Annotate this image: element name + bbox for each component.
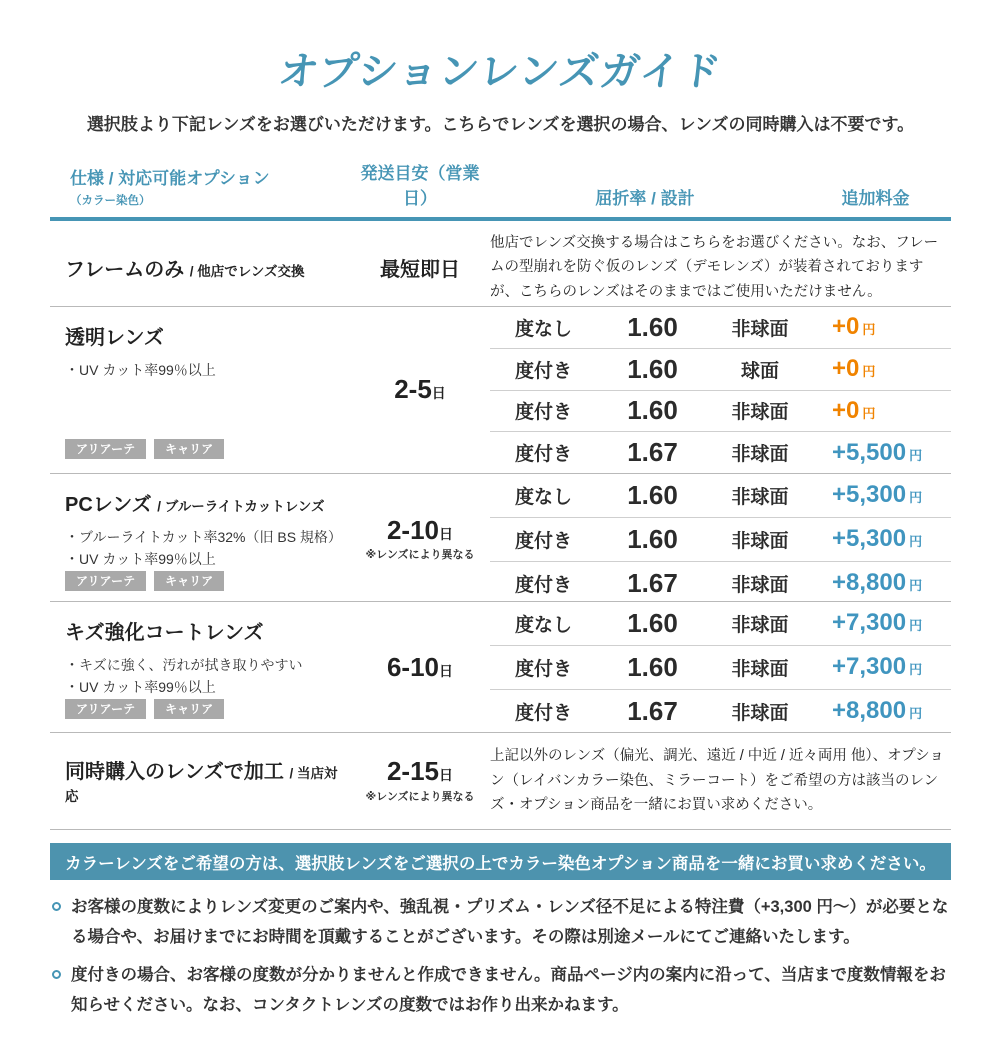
lens-option-row <box>490 602 951 645</box>
header-price: 追加料金 <box>841 189 910 208</box>
page-title: オプションレンズガイド <box>276 50 724 94</box>
badge-career: キャリア <box>154 439 224 459</box>
lens-option-row <box>490 645 951 689</box>
header-index-design: 屈折率 / 設計 <box>595 189 695 208</box>
lens-design: 球面 <box>740 360 779 382</box>
lens-design: 非球面 <box>731 444 789 466</box>
row-description: 上記以外のレンズ（偏光、調光、遠近 / 中近 / 近々両用 他）、オプション（レイバンカラー染色、ミラーコート）をご希望の方は該当のレンズ・オプション商品を一緒にお買い求めください。 <box>490 748 944 814</box>
lens-feature: ・ブルーライトカット率32%（旧 BS 規格） <box>65 529 342 545</box>
badge-career: キャリア <box>154 571 224 591</box>
note-item <box>50 893 951 952</box>
power-type: 度付き <box>515 574 573 596</box>
additional-price: +0 円 <box>832 355 876 383</box>
row-copurchase-lens <box>50 733 951 830</box>
refractive-index: 1.60 <box>627 395 678 426</box>
row-clear-lens <box>50 307 951 474</box>
additional-price: +8,800 円 <box>832 697 923 725</box>
power-type: 度付き <box>515 702 573 724</box>
additional-price: +5,300 円 <box>832 525 923 553</box>
lens-option-row <box>490 348 951 390</box>
lens-type-subtitle: / 当店対応 <box>65 766 338 804</box>
badge-ariate: アリアーテ <box>65 699 146 719</box>
power-type: 度付き <box>515 444 573 466</box>
lens-design: 非球面 <box>731 614 789 636</box>
additional-price: +0 円 <box>832 396 876 424</box>
shipping-estimate: 2-10日 ※レンズにより異なる <box>365 514 475 562</box>
additional-price: +0 円 <box>832 313 876 341</box>
header-shipping: 発送目安（営業日） <box>360 164 480 208</box>
lens-design: 非球面 <box>731 702 789 724</box>
refractive-index: 1.67 <box>627 695 678 726</box>
circle-bullet-icon <box>52 970 61 979</box>
lens-design: 非球面 <box>731 486 789 508</box>
lens-feature: ・キズに強く、汚れが拭き取りやすい <box>65 657 303 673</box>
lens-design: 非球面 <box>731 318 789 340</box>
lens-feature: ・UV カット率99％以上 <box>65 551 216 568</box>
color-lens-banner <box>50 843 951 880</box>
power-type: 度なし <box>515 614 573 636</box>
lens-design: 非球面 <box>731 574 789 596</box>
badge-ariate: アリアーテ <box>65 439 146 459</box>
lens-feature: ・UV カット率99％以上 <box>65 362 216 378</box>
row-frame-only <box>50 221 951 307</box>
shipping-estimate: 6-10日 <box>386 651 454 682</box>
row-scratch-coat-lens <box>50 602 951 733</box>
power-type: 度付き <box>515 360 573 382</box>
footnotes <box>50 893 951 1021</box>
shipping-estimate: 2-5日 <box>394 374 446 405</box>
refractive-index: 1.67 <box>627 567 678 598</box>
refractive-index: 1.67 <box>627 437 678 468</box>
refractive-index: 1.60 <box>627 607 678 638</box>
shipping-estimate: 2-15日 ※レンズにより異なる <box>365 756 475 803</box>
power-type: 度なし <box>515 486 573 508</box>
lens-type-subtitle: / 他店でレンズ交換 <box>189 264 305 280</box>
refractive-index: 1.60 <box>627 523 678 554</box>
header-spec-sub: （カラー染色） <box>70 195 151 207</box>
lens-type-title: 同時購入のレンズで加工 / 当店対応 <box>65 761 338 804</box>
lens-option-row <box>490 561 951 605</box>
lens-option-row <box>490 689 951 733</box>
lens-type-subtitle: / ブルーライトカットレンズ <box>157 499 325 514</box>
lens-design: 非球面 <box>731 402 789 424</box>
badge-career: キャリア <box>154 699 224 719</box>
banner-text: カラーレンズをご希望の方は、選択肢レンズをご選択の上でカラー染色オプション商品を一緒にお買い求めください。 <box>65 854 936 873</box>
note-text: お客様の度数によりレンズ変更のご案内や、強乱視・プリズム・レンズ径不足による特注費（+3,300 円～）が必要となる場合や、お届けまでにお時間を頂戴することがございます。その際は別途メールにてご連絡いたします。 <box>71 898 949 946</box>
additional-price: +5,500 円 <box>832 438 923 466</box>
note-text: 度付きの場合、お客様の度数が分かりませんと作成できません。商品ページ内の案内に沿って、当店まで度数情報をお知らせください。なお、コンタクトレンズの度数ではお作り出来かねます。 <box>71 966 946 1015</box>
table-header-row <box>50 159 951 209</box>
row-pc-lens <box>50 474 951 602</box>
note-item <box>50 961 951 1020</box>
lens-feature: ・UV カット率99％以上 <box>65 679 216 696</box>
circle-bullet-icon <box>52 902 61 911</box>
lens-type-title: PCレンズ / ブルーライトカットレンズ <box>65 494 325 516</box>
refractive-index: 1.60 <box>627 353 678 384</box>
lens-design: 非球面 <box>731 658 789 680</box>
additional-price: +7,300 円 <box>832 653 923 681</box>
row-description: 他店でレンズ交換する場合はこちらをお選びください。なお、フレームの型崩れを防ぐ仮のレンズ（デモレンズ）が装着されておりますが、こちらのレンズはそのままではご使用いただけません。 <box>490 235 939 300</box>
badge-ariate: アリアーテ <box>65 571 146 591</box>
lens-design: 非球面 <box>731 530 789 552</box>
shipping-note: ※レンズにより異なる <box>365 549 475 562</box>
additional-price: +7,300 円 <box>832 609 923 637</box>
lens-option-row <box>490 517 951 561</box>
shipping-estimate: 最短即日 <box>380 259 460 282</box>
lens-type-title: 透明レンズ <box>65 327 164 349</box>
power-type: 度付き <box>515 658 573 680</box>
power-type: 度なし <box>515 318 573 340</box>
lens-option-row <box>490 390 951 432</box>
refractive-index: 1.60 <box>627 651 678 682</box>
page-subtitle: 選択肢より下記レンズをお選びいただけます。こちらでレンズを選択の場合、レンズの同時購入は不要です。 <box>86 115 915 134</box>
lens-option-row <box>490 431 951 473</box>
additional-price: +8,800 円 <box>832 569 923 597</box>
lens-option-row <box>490 474 951 517</box>
lens-option-row <box>490 307 951 348</box>
additional-price: +5,300 円 <box>832 481 923 509</box>
refractive-index: 1.60 <box>627 479 678 510</box>
shipping-note: ※レンズにより異なる <box>365 790 475 803</box>
lens-type-title: フレームのみ / 他店でレンズ交換 <box>65 259 305 282</box>
power-type: 度付き <box>515 530 573 552</box>
header-spec: 仕様 / 対応可能オプション（カラー染色） <box>70 169 270 207</box>
refractive-index: 1.60 <box>627 311 678 342</box>
power-type: 度付き <box>515 402 573 424</box>
lens-type-title: キズ強化コートレンズ <box>65 622 264 644</box>
